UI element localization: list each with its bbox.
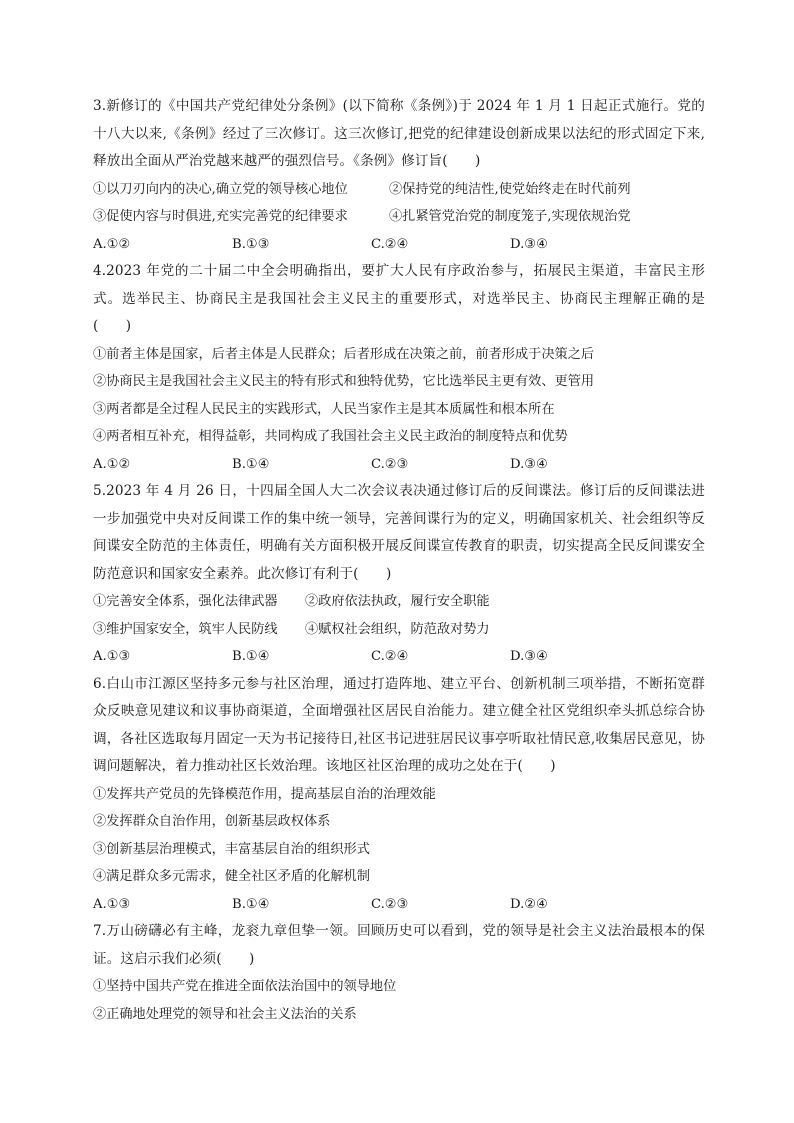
option-1: ①完善安全体系，强化法律武器 xyxy=(93,594,278,609)
answer-choices xyxy=(93,231,705,259)
question-5 xyxy=(93,478,705,671)
option-4: ④扎紧管党治党的制度笼子,实现依规治党 xyxy=(389,209,631,224)
question-3 xyxy=(93,93,705,258)
option-2: ②正确地处理党的领导和社会主义法治的关系 xyxy=(93,1006,357,1022)
option-1: ①发挥共产党员的先锋模范作用，提高基层自治的治理效能 xyxy=(93,786,436,802)
answer-choices xyxy=(93,891,705,919)
option-1: ①坚持中国共产党在推进全面依法治国中的领导地位 xyxy=(93,979,397,994)
option-1: ①前者主体是国家，后者主体是人民群众；后者形成在决策之前，前者形成于决策之后 xyxy=(93,346,595,362)
option-4: ④满足群众多元需求，健全社区矛盾的化解机制 xyxy=(93,869,370,884)
option-2: ②发挥群众自治作用，创新基层政权体系 xyxy=(93,814,331,829)
choice-a[interactable]: A.①③ xyxy=(93,896,131,912)
question-4 xyxy=(93,258,705,478)
option-2: ②政府依法执政，履行安全职能 xyxy=(305,594,490,609)
choice-d[interactable]: D.③④ xyxy=(510,649,548,664)
answer-choices xyxy=(93,643,705,671)
question-6 xyxy=(93,671,705,919)
choice-c[interactable]: C.②④ xyxy=(371,236,409,252)
choice-c[interactable]: C.②③ xyxy=(371,456,409,472)
choice-c[interactable]: C.②③ xyxy=(371,896,409,912)
question-stem: 5.2023 年 4 月 26 日，十四届全国人大二次会议表决通过修订后的反间谍法。修订后的反间谍法进一步加强党中央对反间谍工作的集中统一领导，完善间谍行为的定义，明确国家机关、社会组织等反间谍安全防范的主体责任，明确有关方面积极开展反间谍宣传教育的职责，切实提高全民反间谍安全防范意识和国家安全素养。此次修订有利于( ) xyxy=(93,483,705,582)
question-stem: 4.2023 年党的二十届二中全会明确指出，要扩大人民有序政治参与，拓展民主渠道，丰富民主形式。选举民主、协商民主是我国社会主义民主的重要形式，对选举民主、协商民主理解正确的是( ) xyxy=(93,263,705,334)
choice-a[interactable]: A.①② xyxy=(93,236,131,252)
choice-b[interactable]: B.①④ xyxy=(232,649,270,664)
option-row xyxy=(93,203,705,231)
choice-d[interactable]: D.③④ xyxy=(510,236,548,252)
option-row xyxy=(93,588,705,616)
option-2: ②保持党的纯洁性,使党始终走在时代前列 xyxy=(389,181,631,197)
option-1: ①以刀刃向内的决心,确立党的领导核心地位 xyxy=(93,181,348,197)
question-7 xyxy=(93,918,705,1028)
exam-page xyxy=(93,93,705,1028)
question-stem: 6.白山市江源区坚持多元参与社区治理，通过打造阵地、建立平台、创新机制三项举措，不断拓宽群众反映意见建议和议事协商渠道，全面增强社区居民自治能力。建立健全社区党组织牵头抓总综合协调，各社区选取每月固定一天为书记接待日,社区书记进驻居民议事亭听取社情民意,收集居民意见，协调问题解决，着力推动社区长效治理。该地区社区治理的成功之处在于( ) xyxy=(93,675,705,774)
option-2: ②协商民主是我国社会主义民主的特有形式和独特优势，它比选举民主更有效、更管用 xyxy=(93,374,595,389)
choice-d[interactable]: D.②④ xyxy=(510,896,548,912)
answer-choices xyxy=(93,451,705,479)
choice-c[interactable]: C.②④ xyxy=(371,649,409,664)
choice-a[interactable]: A.①② xyxy=(93,456,131,472)
choice-b[interactable]: B.①④ xyxy=(232,456,270,472)
question-stem: 7.万山磅礴必有主峰，龙衮九章但挚一领。回顾历史可以看到，党的领导是社会主义法治最根本的保证。这启示我们必须( ) xyxy=(93,923,705,967)
option-row xyxy=(93,176,705,204)
option-3: ③两者都是全过程人民民主的实践形式，人民当家作主是其本质属性和根本所在 xyxy=(93,401,555,417)
option-3: ③促使内容与时俱进,充实完善党的纪律要求 xyxy=(93,209,348,224)
option-4: ④赋权社会组织，防范敌对势力 xyxy=(305,621,490,637)
option-3: ③维护国家安全，筑牢人民防线 xyxy=(93,621,278,637)
option-4: ④两者相互补充，相得益彰，共同构成了我国社会主义民主政治的制度特点和优势 xyxy=(93,429,568,444)
choice-b[interactable]: B.①④ xyxy=(232,896,270,912)
choice-a[interactable]: A.①③ xyxy=(93,649,131,664)
choice-d[interactable]: D.③④ xyxy=(510,456,548,472)
option-3: ③创新基层治理模式，丰富基层自治的组织形式 xyxy=(93,841,370,857)
choice-b[interactable]: B.①③ xyxy=(232,236,270,252)
question-stem: 3.新修订的《中国共产党纪律处分条例》(以下简称《条例》)于 2024 年 1 月 1 日起正式施行。党的十八大以来,《条例》经过了三次修订。这三次修订,把党的纪律建设创新成果以法纪的形式固定下来,释放出全面从严治党越来越严的强烈信号。《条例》修订旨( ) xyxy=(93,98,705,169)
option-row xyxy=(93,616,705,644)
